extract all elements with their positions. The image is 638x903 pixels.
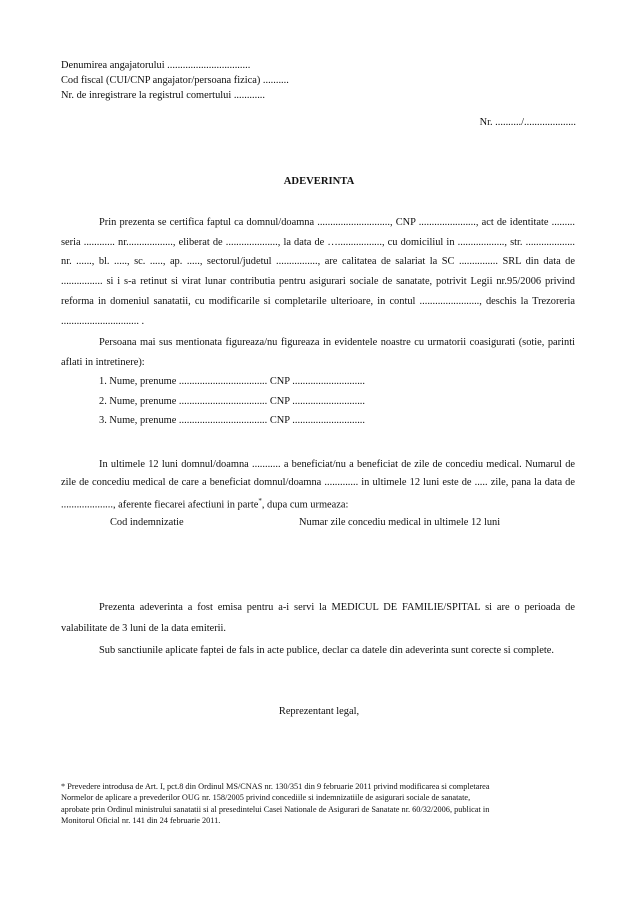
footnote-line: aprobate prin Ordinul ministrului sanatatii si al presedintelui Casei Nationale de Asigurari de Sanatate nr. 60/32/2006, publicat in <box>61 804 490 814</box>
footnote <box>61 781 581 826</box>
fiscal-code-line: Cod fiscal (CUI/CNP angajator/persoana fizica) .......... <box>61 75 289 86</box>
column-header-days: Numar zile concediu medical in ultimele 12 luni <box>299 517 501 528</box>
validity-paragraph: Prezenta adeverinta a fost emisa pentru a-i servi la MEDICUL DE FAMILIE/SPITAL si are o perioada de valabilitate de 3 luni de la data emiterii. <box>61 602 575 634</box>
footnote-line: Monitorul Oficial nr. 141 din 24 februarie 2011. <box>61 815 221 825</box>
declaration-paragraph: Sub sanctiunile aplicate faptei de fals in acte publice, declar ca datele din adeverinta sunt corecte si complete. <box>99 645 554 656</box>
medical-leave-paragraph <box>61 456 575 514</box>
footnote-line: Normelor de aplicare a prevederilor OUG nr. 158/2005 privind concediile si indemnizatiile de asigurari sociale de sanatate, <box>61 793 471 803</box>
footnote-marker: * <box>258 497 262 505</box>
document-number: Nr. ........../.................... <box>479 117 576 128</box>
employer-header <box>61 58 289 103</box>
legal-representative-signature: Reprezentant legal, <box>278 706 360 717</box>
employer-name-line: Denumirea angajatorului ................................ <box>61 60 251 71</box>
certification-paragraph: Prin prezenta se certifica faptul ca domnul/doamna ............................, CNP ......................, act de identitate ......... seria ............ nr.................., eliberat de ...................., la data de …................., cu domiciliul in .................., str. ................... nr. ......, bl. ....., sc. ....., ap. ....., sectorul/judetul ................, are calitatea de salariat la SC ............... SRL din data de ................ si i s-a retinut si virat lunar contributia pentru asigurari sociale de sanatate, potrivit Legii nr.95/2006 privind reforma in domeniul sanatatii, cu modificarile si completarile ulterioare, in contul ......................., deschis la Trezoreria .............................. . <box>61 217 575 327</box>
registry-number-line: Nr. de inregistrare la registrul comertului ............ <box>61 90 266 101</box>
coinsured-item: 3. Nume, prenume .................................. CNP ............................ <box>99 415 366 427</box>
column-header-code: Cod indemnizatie <box>110 517 184 528</box>
medical-leave-text: In ultimele 12 luni domnul/doamna ........... a beneficiat/nu a beneficiat de zile de concediu medical. Numarul de zile de concediu medical de care a beneficiat domnul/doamna ............. in ultimele 12 luni este de ..... zile, pana la data de ...................., aferente fiecarei afectiuni in parte <box>61 459 575 511</box>
coinsured-paragraph: Persoana mai sus mentionata figureaza/nu figureaza in evidentele noastre cu urmatorii coasigurati (sotie, parinti aflati in intretinere): <box>61 337 575 368</box>
coinsured-item: 1. Nume, prenume .................................. CNP ............................ <box>99 376 366 387</box>
document-title: ADEVERINTA <box>283 176 355 187</box>
coinsured-list <box>99 372 365 431</box>
coinsured-item: 2. Nume, prenume .................................. CNP ............................ <box>99 395 366 407</box>
medical-leave-text-end: , dupa cum urmeaza: <box>261 499 349 511</box>
footnote-line: * Prevedere introdusa de Art. I, pct.8 din Ordinul MS/CNAS nr. 130/351 din 9 februarie 2011 privind modificarea si completarea <box>61 782 490 791</box>
